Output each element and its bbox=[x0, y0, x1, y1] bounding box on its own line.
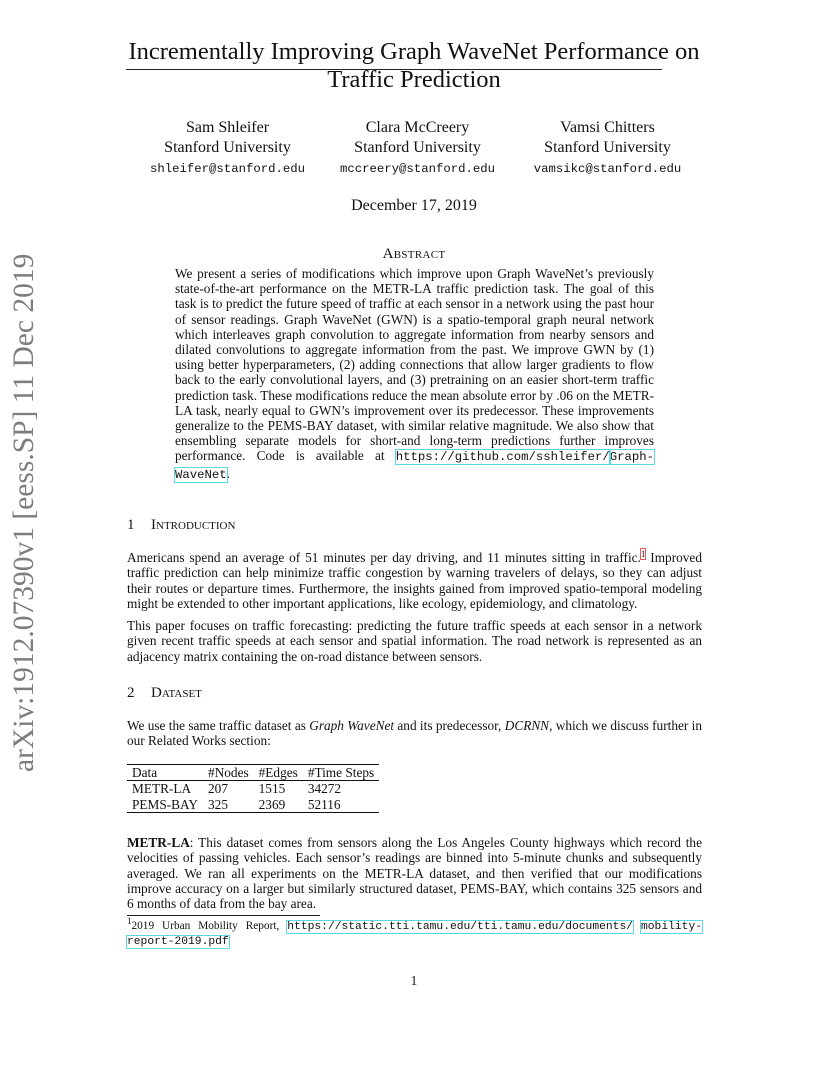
table-cell: 34272 bbox=[307, 781, 342, 797]
intro-text-b: Improved traffic prediction can help minimize traffic congestion by warning travelers of delays, so they can adjust their routes or departure times. Furthermore, the insights gained from improved spatio-temporal modeling might be extended to other important applications, like ecology, epidemiology, and climatology. bbox=[127, 550, 702, 611]
abstract-body bbox=[175, 266, 654, 483]
footnote-ref[interactable]: 1 bbox=[640, 548, 646, 559]
author-3 bbox=[520, 118, 695, 179]
section-heading-dataset bbox=[127, 685, 202, 702]
arxiv-stamp bbox=[4, 253, 54, 772]
section-title: Dataset bbox=[151, 685, 202, 701]
author-affiliation: Stanford University bbox=[164, 139, 291, 156]
dataset-text-a: We use the same traffic dataset as bbox=[127, 718, 310, 733]
intro-paragraph-1 bbox=[127, 550, 702, 611]
footnote-rule bbox=[127, 915, 320, 916]
metr-la-paragraph bbox=[127, 835, 702, 911]
section-number: 1 bbox=[127, 517, 135, 533]
footnote-mark: 1 bbox=[127, 916, 132, 927]
author-email: vamsikc@stanford.edu bbox=[533, 162, 682, 176]
author-name: Vamsi Chitters bbox=[560, 119, 655, 136]
title-line-2: Traffic Prediction bbox=[327, 66, 501, 93]
table-row bbox=[127, 781, 379, 797]
author-1 bbox=[140, 118, 315, 179]
dataset-italic-dcrnn: DCRNN bbox=[504, 718, 550, 733]
footnote-link-cont[interactable]: mobility-report-2019.pdf bbox=[127, 921, 702, 948]
footnote bbox=[127, 916, 702, 949]
footnote-link[interactable]: https://static.tti.tamu.edu/tti.tamu.edu/documents/ bbox=[287, 921, 634, 933]
author-affiliation: Stanford University bbox=[544, 139, 671, 156]
author-affiliation: Stanford University bbox=[354, 139, 481, 156]
dataset-text-c: , which we discuss further in our Related Works section: bbox=[127, 718, 702, 749]
table-header: #Edges bbox=[258, 765, 298, 780]
metr-la-bold: METR-LA bbox=[127, 835, 190, 850]
dataset-table bbox=[127, 764, 379, 813]
section-heading-introduction bbox=[127, 517, 235, 534]
section-number: 2 bbox=[127, 685, 135, 701]
title-rule bbox=[126, 69, 662, 70]
table-cell: 52116 bbox=[307, 796, 341, 812]
abstract-heading-text: Abstract bbox=[382, 246, 446, 262]
abstract-heading bbox=[0, 246, 828, 263]
abstract-text: We present a series of modifications which improve upon Graph WaveNet’s previously state-of-the-art performance on the METR-LA traffic prediction task. The goal of this task is to predict the future speed of traffic at each sensor in a network using the past hour of sensor readings. Graph WaveNet (GWN) is a spatio-temporal graph neural network which interleaves graph convolution to aggregate information from nearby sensors and dilated convolutions to aggregate information from the past. We improve GWN by (1) using better hyperparameters, (2) adding connections that allow larger gradients to flow back to the early convolutional layers, and (3) pretraining on an easier short-term traffic prediction task. These modifications reduce the mean absolute error by .06 on the METR-LA task, nearly equal to GWN’s improvement over its predecessor. These improvements generalize to the PEMS-BAY dataset, with similar relative magnitude. We also show that ensembling separate models for short-and long-term predictions further improves performance. Code is available at bbox=[175, 266, 654, 464]
code-link-cont[interactable]: Graph-WaveNet bbox=[175, 450, 654, 482]
code-link[interactable]: https://github.com/sshleifer/ bbox=[395, 450, 610, 465]
abstract-end: . bbox=[226, 465, 230, 481]
section-title: Introduction bbox=[151, 517, 236, 533]
author-name: Clara McCreery bbox=[365, 119, 470, 136]
table-cell: 2369 bbox=[258, 796, 286, 812]
table-row bbox=[127, 797, 379, 813]
intro-paragraph-2: This paper focuses on traffic forecasting: predicting the future traffic speeds at each sensor in a network given recent traffic speeds at each sensor and spatial information. The road network is represented as an adjacency matrix containing the on-road distance between sensors. bbox=[127, 618, 702, 664]
table-header-row bbox=[127, 765, 379, 781]
table-cell: 207 bbox=[208, 781, 228, 797]
arxiv-stamp-text: arXiv:1912.07390v1 [eess.SP] 11 Dec 2019 bbox=[8, 253, 40, 772]
dataset-italic-gwn: Graph WaveNet bbox=[309, 718, 395, 733]
dataset-text-b: and its predecessor, bbox=[394, 718, 505, 733]
metr-la-text: : This dataset comes from sensors along the Los Angeles County highways which record the velocities of passing vehicles. Each sensor’s readings are binned into 5-minute chunks and subsequently averaged. We ran all experiments on the METR-LA dataset, and then verified that our modifications improve accuracy on a larger but similarly structured dataset, PEMS-BAY, which contains 325 sensors and 6 months of data from the bay area. bbox=[127, 835, 702, 912]
author-email: shleifer@stanford.edu bbox=[150, 162, 305, 176]
table-cell: 1515 bbox=[258, 781, 286, 797]
intro-text-a: Americans spend an average of 51 minutes per day driving, and 11 minutes sitting in traffic. bbox=[127, 550, 641, 565]
table-cell: PEMS-BAY bbox=[132, 796, 199, 812]
title-line-1: Incrementally Improving Graph WaveNet Performance on bbox=[128, 38, 700, 65]
table-cell: METR-LA bbox=[132, 781, 192, 797]
author-name: Sam Shleifer bbox=[185, 119, 270, 136]
dataset-paragraph bbox=[127, 718, 702, 749]
author-2 bbox=[320, 118, 515, 179]
table-header: #Time Steps bbox=[307, 765, 375, 780]
paper-date: December 17, 2019 bbox=[351, 197, 477, 214]
table-header: Data bbox=[132, 765, 158, 780]
footnote-text: 2019 Urban Mobility Report, bbox=[131, 920, 288, 932]
author-email: mccreery@stanford.edu bbox=[340, 162, 495, 176]
table-header: #Nodes bbox=[208, 765, 249, 780]
paper-title bbox=[120, 38, 708, 94]
table-cell: 325 bbox=[208, 796, 228, 812]
page-number: 1 bbox=[410, 973, 418, 988]
